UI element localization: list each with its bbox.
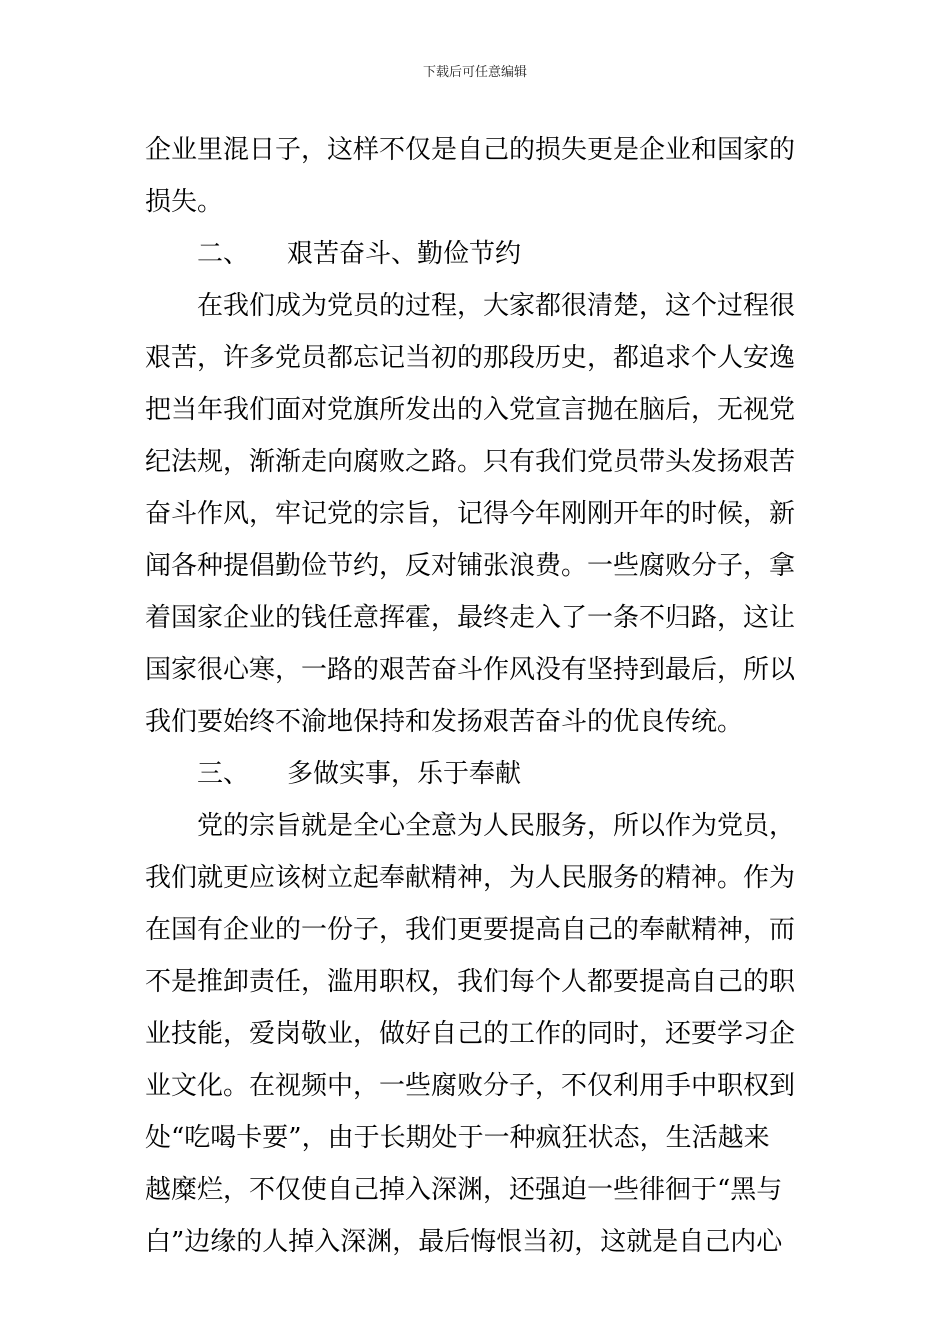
paragraph-line: 我们就更应该树立起奉献精神，为人民服务的精神。作为 [145, 863, 796, 893]
paragraph-line: 白”边缘的人掉入深渊，最后悔恨当初，这就是自己内心 [145, 1227, 783, 1257]
section-title: 艰苦奋斗、勤俭节约 [287, 239, 522, 269]
section-heading [145, 228, 810, 280]
paragraph-line: 把当年我们面对党旗所发出的入党宣言抛在脑后，无视党 [145, 395, 796, 425]
document-body [145, 124, 810, 1268]
paragraph-line: 艰苦，许多党员都忘记当初的那段历史，都追求个人安逸 [145, 343, 796, 373]
paragraph-line: 国家很心寒，一路的艰苦奋斗作风没有坚持到最后，所以 [145, 655, 796, 685]
section-number: 二、 [197, 239, 250, 269]
paragraph-line: 党的宗旨就是全心全意为人民服务，所以作为党员， [197, 811, 796, 841]
paragraph-line: 越糜烂，不仅使自己掉入深渊，还强迫一些徘徊于“黑与 [145, 1175, 783, 1205]
paragraph-line: 在我们成为党员的过程，大家都很清楚，这个过程很 [197, 291, 796, 321]
section-heading [145, 748, 810, 800]
paragraph-line: 业技能，爱岗敬业，做好自己的工作的同时，还要学习企 [145, 1019, 796, 1049]
paragraph-line: 不是推卸责任，滥用职权，我们每个人都要提高自己的职 [145, 967, 796, 997]
paragraph-line: 在国有企业的一份子，我们更要提高自己的奉献精神，而 [145, 915, 796, 945]
paragraph-line: 纪法规，渐渐走向腐败之路。只有我们党员带头发扬艰苦 [145, 447, 796, 477]
paragraph-line: 业文化。在视频中，一些腐败分子，不仅利用手中职权到 [145, 1071, 796, 1101]
paragraph-line: 着国家企业的钱任意挥霍，最终走入了一条不归路，这让 [145, 603, 796, 633]
paragraph-line: 闻各种提倡勤俭节约，反对铺张浪费。一些腐败分子，拿 [145, 551, 796, 581]
paragraph-line: 奋斗作风，牢记党的宗旨，记得今年刚刚开年的时候，新 [145, 499, 796, 529]
section-title: 多做实事，乐于奉献 [287, 759, 522, 789]
paragraph-line: 损失。 [145, 187, 224, 217]
paragraph-line: 处“吃喝卡要”，由于长期处于一种疯狂状态，生活越来 [145, 1123, 770, 1153]
paragraph-line: 我们要始终不渝地保持和发扬艰苦奋斗的优良传统。 [145, 707, 744, 737]
page-header: 下载后可任意编辑 [422, 65, 527, 80]
paragraph-line: 企业里混日子，这样不仅是自己的损失更是企业和国家的 [145, 135, 796, 165]
section-number: 三、 [197, 759, 250, 789]
